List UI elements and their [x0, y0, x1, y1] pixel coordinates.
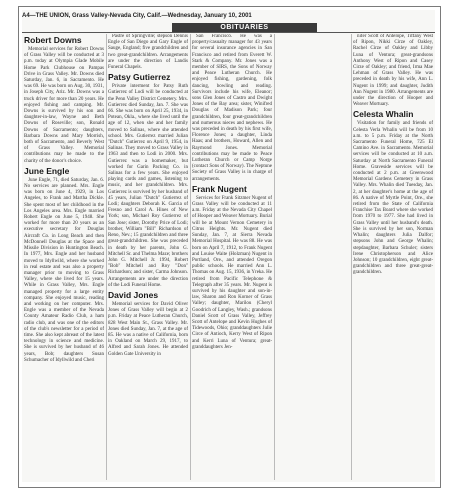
obituary-body-david-jones: Memorial services for David Oliver Jones of Grass Valley will begin at 2 p.m. Friday at Peace Lutheran Church, 828 West Main St., Grass Valley. Mr. Jones died Sunday, Jan. 7, at the age of 85. He was a native of California, born in Oakland on March 29, 1917, to Alfred and Sarah Jones. He attended Golden Gate University in: [108, 301, 188, 357]
obituary-body-celesta-whalin: Visitation for family and friends of Celesta Verla Whalin will be from 10 a.m. to 5 p.m. Friday at the North Sacramento Funeral Home, 725 El Camino Ave. in Sacramento. Memorial services will be conducted at 10 a.m. Saturday at North Sacramento Funeral Home. Graveside services will be conducted at 2 p.m. at Greenwood Memorial Gardens Cemetery in Grass Valley. Mrs. Whalin died Tuesday, Jan. 2, at her daughter's home at the age of 86. A native of Myrtle Point, Ore., she retired from the State of California Franchise Tax Board where she worked from 1970 to 1977. She had lived in Grass Valley until her husband's death. She is survived by her son, Norman Whalin; daughters Julia Dalfor; stepsons John and George Whalin; stepdaughter, Barbara Schuler; sisters Irene Christopherson and Alice Johnson; 10 grandchildren, eight great-grandchildren and three great-great-grandchildren.: [353, 121, 433, 276]
obituary-heading-robert-downs: Robert Downs: [24, 35, 82, 45]
header-rule: [22, 32, 435, 33]
section-banner: OBITUARIES: [172, 23, 317, 32]
column-3: [192, 34, 272, 482]
obituary-body-june-engle-cont: Pastre of Springville; stepson Dennis Engle of San Diego and Gary Engle of Sauge, England; five grandchildren and two great-grandchildren. Arrangements are under the direction of Landis Funeral Chapels.: [108, 34, 188, 71]
column-divider: [106, 34, 107, 480]
obituary-body-frank-nugent-cont: nifer Scott of Antelope, Tiffany West of Ripon, Nikki Cirze of Oakley, Rachel Cirze of Oakley and Libby Luna of Ventura; great-grandsons Anthony West of Ripon and Casey Cirze of Oakley; and friend, Irma Mae Lehman of Grass Valley. He was preceded in death by his wife, Ann L. Nugent in 1999; and daughter, Judith Ann Nugent in 1980. Arrangements are under the direction of Hooper and Weaver Mortuary.: [353, 34, 433, 108]
column-divider: [190, 34, 191, 480]
obituary-body-david-jones-cont: San Francisco. He was a property/casualty manager for 43 years for several insurance agencies in San Francisco and retired from Everett W. Stark & Company. Mr. Jones was a member of SIRS, the Sons of Norway and Peace Lutheran Church. He enjoyed fishing, gardening, folk dancing, bowling and reading. Survivors include his wife, Eleanor; sons Glen Jones of Castro and Dwight Jones of the Bay area; sister, Winifred Douglas of Madison Park; four grandchildren, four great-grandchildren and numerous nieces and nephews. He was preceded in death by his first wife, Florence Jones; a daughter, Linda Haas; and brothers, Howard, Allen and Raymond Jones. Memorial contributions may be made to Peace Lutheran Church or Camp Norge (contact Sons of Norway). The Neptune Society of Grass Valley is in charge of arrangements.: [192, 34, 272, 182]
column-2: [108, 34, 188, 482]
obituary-heading-david-jones: David Jones: [108, 289, 159, 300]
obituary-heading-june-engle: June Engle: [24, 165, 70, 176]
obituary-heading-patsy-gutierrez: Patsy Gutierrez: [108, 72, 171, 83]
obituary-body-robert-downs: Memorial services for Robert Downs of Grass Valley will be conducted at 3 p.m. today at Olympia Glade Mobile Home Park Clubhouse on Pampas Drive in Grass Valley. Mr. Downs died Saturday, Jan. 6, in Sacramento. He was 69. He was born on Aug. 30, 1931, in Joseph City, Ariz. Mr. Downs was a truck driver for more than 20 years. He enjoyed fishing and camping. Mr. Downs is survived by his son and daughter-in-law, Wayne and Beth Downs of Roseville; son, Ronald Downs of Sacramento; daughters, Barbara Downs and Mary Morrish, both of Sacramento, and Beverly West of Grass Valley. Memorial contributions may be made to the charity of the donor's choice.: [24, 47, 104, 164]
column-divider: [351, 34, 352, 480]
column-4: [353, 34, 433, 482]
newspaper-clipping: [22, 10, 435, 482]
page-header: A4—THE UNION, Grass Valley-Nevada City, Calif.—Wednesday, January 10, 2001: [22, 13, 252, 19]
obituary-body-patsy-gutierrez: Private interment for Patsy Ruth Gutierrez of Lodi will be conducted at the Penn Valley District Cemetery. Mrs. Gutierrez died Sunday, Jan. 7. She was 66. She was born on April 25, 1934, in Potean, Okla., where she lived until the age of 12, when she and her family moved to Salinas, where she attended school. Mrs. Gutierrez married Julian "Dutch" Gutierrez on April 9, 1954, in Salinas. They moved to Grass Valley in 1963 and then to Lodi in 2000. Mrs. Gutierrez was a homemaker, but worked for Garin Packing Co. in Salinas for a few years. She enjoyed playing cards and games, listening to music, and her grandchildren. Mrs. Gutierrez is survived by her husband of 45 years, Julian "Dutch" Gutierrez of Lodi; daughters Deborah K. Garcia of Fresno and Carol A. Hines of New York; son, Michael Roy Gutierrez of San Jose; sister, Dorothy Price of Lodi; brother, William "Bill" Richardson of Reno, Nev.; 15 grandchildren and three great-grandchildren. She was preceded in death by her parents, John G. Mitchell Sr. and Thelma Maze; brothers John G. Mitchell Jr. 1994, Robert "Bob" Mitchell and Roy "Don" Richardson; and sister, Carma Johnson. Arrangements are under the direction of the Lodi Funeral Home.: [108, 84, 188, 288]
obituary-heading-frank-nugent: Frank Nugent: [192, 183, 247, 194]
obituary-body-frank-nugent: Services for Frank Sitzmer Nugent of Grass Valley will be conducted at 11 a.m. Friday at the Nevada City Chapel of Hooper and Weaver Mortuary. Burial will be at Mount Vernon Cemetery in Citrus Heights. Mr. Nugent died Sunday, Jan. 7, at Sierra Nevada Memorial Hospital. He was 88. He was born on April 7, 1912, to Frank Nugent and Louise Waite (Holzman) Nugent in Portland, Ore., and attended Oregon public schools. He married Ann L. Thomas on Aug. 15, 1936, in Yreka. He retired from Pacific Telephone & Telegraph after 35 years. Mr. Nugent is survived by his daughter and son-in-law, Sharon and Ron Korner of Grass Valley; daughter, Marilou (Cheryl Goodrich of Langley, Wash.; grandsons Daniel Scott of Grass Valley, Jeffrey Scott of Antelope and Kevin Hughes of Tidewoods, Ohio; granddaughters Julie Circe of Antioch, Kerry West of Ripon and Kerri Luna of Ventura; great-granddaughters Jen-: [192, 195, 272, 350]
obituary-heading-celesta-whalin: Celesta Whalin: [353, 109, 414, 120]
column-divider: [274, 34, 275, 480]
obituary-body-june-engle: June Engle, 71, died Saturday, Jan. 6. No services are planned. Mrs. Engle was born on June 4, 1929, in Los Angeles, to Frank and Martha Dickle. She spent most of her childhood in the Los Angeles area. Mrs. Engle married Robert Engle on June 5, 1948. She worked for more than 20 years as an executive secretary for Douglas Aircraft Co. in Long Beach and then McDonnell Douglas at the Space and Missile Division in Huntington Beach. In 1977, Mrs. Engle and her husband moved to Idyllwild, where she worked in real estate and was also a property manager prior to moving to Grass Valley, where she lived for 15 years. While in Grass Valley, Mrs. Engle managed property for a large entity company. She enjoyed music, reading and working on her computer. Mrs. Engle was a member of the Nevada County Amateur Radio Club, a ham radio club, and was one of the editors of the club's newsletter for a period of time. She also kept abreast of the latest technology in science and medicine. She is survived by her husband of 46 years, Bob; daughters Susan Schumacher of Idyllwild and Cheri: [24, 177, 104, 363]
column-1: [24, 34, 104, 482]
